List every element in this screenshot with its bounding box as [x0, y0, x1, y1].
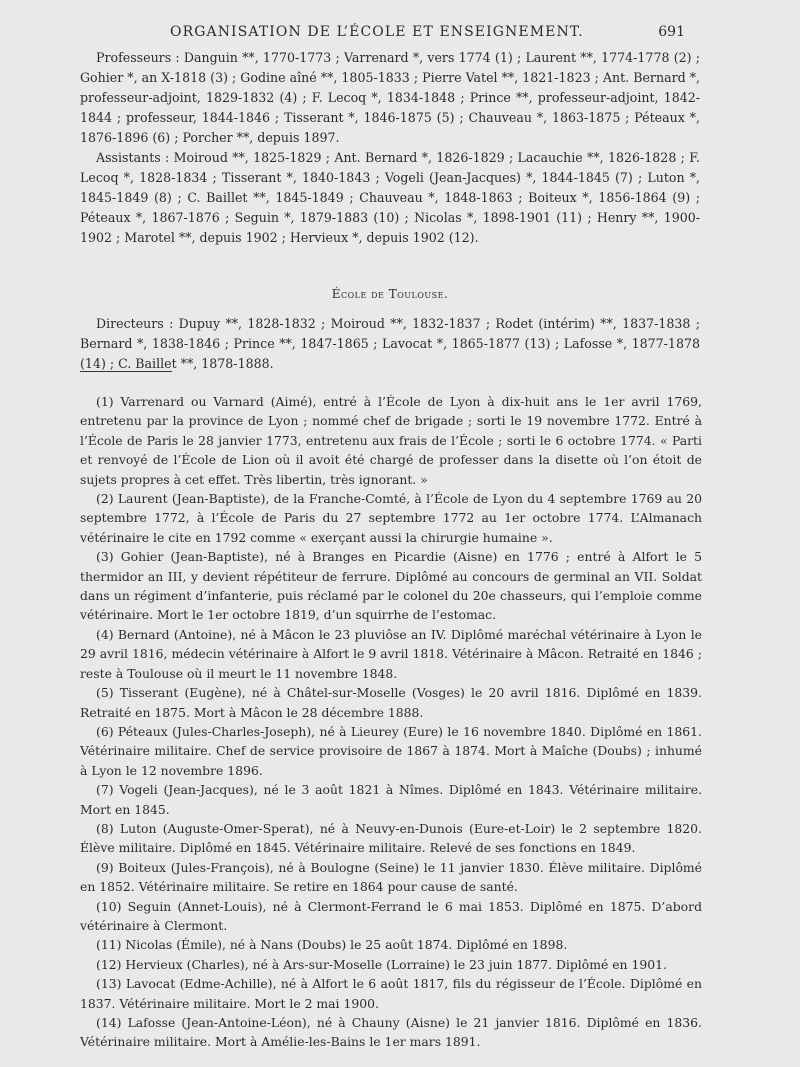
footnote: (11) Nicolas (Émile), né à Nans (Doubs) le 25 août 1874. Diplômé en 1898.	[96, 937, 568, 953]
footnote: (12) Hervieux (Charles), né à Ars-sur-Moselle (Lorraine) le 23 juin 1877. Diplômé en 1901.	[96, 956, 667, 972]
assistants-paragraph: Assistants : Moiroud **, 1825-1829 ; Ant. Bernard *, 1826-1829 ; Lacauchie **, 1826-1828 ; F. Lecoq *, 1828-1834 ; Tisserant *, 1840-1843 ; Vogeli (Jean-Jacques) *, 1844-1845 (7) ; Luton *, 1845-1849 (8) ; C. Baillet **, 1845-1849 ; Chauveau *, 1848-1863 ; Boiteux *, 1856-1864 (9) ; Péteaux *, 1867-1876 ; Seguin *, 1879-1883 (10) ; Nicolas *, 1898-1901 (11) ; Henry **, 1900-1902 ; Marotel **, depuis 1902 ; Hervieux *, depuis 1902 (12).	[80, 150, 700, 245]
section-heading: École de Toulouse.	[331, 287, 449, 301]
footnote: (9) Boiteux (Jules-François), né à Boulogne (Seine) le 11 janvier 1830. Élève militaire. Diplômé en 1852. Vétérinaire militaire. Se retire en 1864 pour cause de santé.	[80, 859, 702, 895]
footnote: (10) Seguin (Annet-Louis), né à Clermont-Ferrand le 6 mai 1853. Diplômé en 1875. D’abord vétérinaire à Clermont.	[80, 898, 702, 933]
footnote-separator	[80, 371, 172, 372]
footnote: (14) Lafosse (Jean-Antoine-Léon), né à Chauny (Aisne) le 21 janvier 1816. Diplômé en 1836. Vétérinaire militaire. Mort à Amélie-les-Bains le 1er mars 1891.	[80, 1015, 702, 1050]
footnote: (13) Lavocat (Edme-Achille), né à Alfort le 6 août 1817, fils du régisseur de l’École. Diplômé en 1837. Vétérinaire militaire. Mort le 2 mai 1900.	[80, 976, 702, 1011]
page-number: 691	[658, 24, 685, 40]
directeurs-paragraph: Directeurs : Dupuy **, 1828-1832 ; Moiroud **, 1832-1837 ; Rodet (intérim) **, 1837-1838 ; Bernard *, 1838-1846 ; Prince **, 1847-1865 ; Lavocat *, 1865-1877 (13) ; Lafosse *, 1877-1878 (14) ; C. Baillet **, 1878-1888.	[80, 316, 700, 371]
footnote: (4) Bernard (Antoine), né à Mâcon le 23 pluviôse an IV. Diplômé maréchal vétérinaire à Lyon le 29 avril 1816, médecin vétérinaire à Alfort le 9 avril 1818. Vétérinaire à Mâcon. Retraité en 1846 ; reste à Toulouse où il meurt le 11 novembre 1848.	[80, 626, 702, 681]
running-title: ORGANISATION DE L’ÉCOLE ET ENSEIGNEMENT.	[170, 24, 584, 40]
footnote: (5) Tisserant (Eugène), né à Châtel-sur-Moselle (Vosges) le 20 avril 1816. Diplômé en 1839. Retraité en 1875. Mort à Mâcon le 28 décembre 1888.	[80, 685, 702, 720]
footnote: (6) Péteaux (Jules-Charles-Joseph), né à Lieurey (Eure) le 16 novembre 1840. Diplômé en 1861. Vétérinaire militaire. Chef de service provisoire de 1867 à 1874. Mort à Maîche (Doubs) ; inhumé à Lyon le 12 novembre 1896.	[80, 723, 702, 778]
page-header	[0, 24, 800, 46]
footnotes	[80, 392, 702, 1052]
main-text	[80, 48, 700, 374]
footnote: (8) Luton (Auguste-Omer-Sperat), né à Neuvy-en-Dunois (Eure-et-Loir) le 2 septembre 1820. Élève militaire. Diplômé en 1845. Vétérinaire militaire. Relevé de ses fonctions en 1849.	[80, 820, 702, 856]
footnote: (1) Varrenard ou Varnard (Aimé), entré à l’École de Lyon à dix-huit ans le 1er avril 1769, entretenu par la province de Lyon ; nommé chef de brigade ; sorti le 19 novembre 1772. Entré à l’École de Paris le 28 janvier 1773, entretenu aux frais de l’École ; sorti le 6 octobre 1774. « Parti et renvoyé de l’École de Lion où il avoit été chargé de professer dans la disette où l’on étoit de sujets propres à cet effet. Très libertin, très ignorant. »	[80, 394, 702, 487]
professeurs-paragraph: Professeurs : Danguin **, 1770-1773 ; Varrenard *, vers 1774 (1) ; Laurent **, 1774-1778 (2) ; Gohier *, an X-1818 (3) ; Godine aîné **, 1805-1833 ; Pierre Vatel **, 1821-1823 ; Ant. Bernard *, professeur-adjoint, 1829-1832 (4) ; F. Lecoq *, 1834-1848 ; Prince **, professeur-adjoint, 1842-1844 ; professeur, 1844-1846 ; Tisserant *, 1846-1875 (5) ; Chauveau *, 1863-1875 ; Péteaux *, 1876-1896 (6) ; Porcher **, depuis 1897.	[80, 50, 700, 145]
footnote: (3) Gohier (Jean-Baptiste), né à Branges en Picardie (Aisne) en 1776 ; entré à Alfort le 5 thermidor an III, y devient répétiteur de ferrure. Diplômé au concours de germinal an VII. Soldat dans un régiment d’infanterie, puis réclamé par le colonel du 20e chasseurs, qui l’emploie comme vétérinaire. Mort le 1er octobre 1819, d’un squirrhe de l’estomac.	[80, 549, 702, 623]
footnote: (7) Vogeli (Jean-Jacques), né le 3 août 1821 à Nîmes. Diplômé en 1843. Vétérinaire militaire. Mort en 1845.	[80, 782, 702, 817]
footnote: (2) Laurent (Jean-Baptiste), de la Franche-Comté, à l’École de Lyon du 4 septembre 1769 au 20 septembre 1772, à l’École de Paris du 27 septembre 1772 au 1er octobre 1774. L’Almanach vétérinaire le cite en 1792 comme « exerçant aussi la chirurgie humaine ».	[80, 491, 702, 545]
